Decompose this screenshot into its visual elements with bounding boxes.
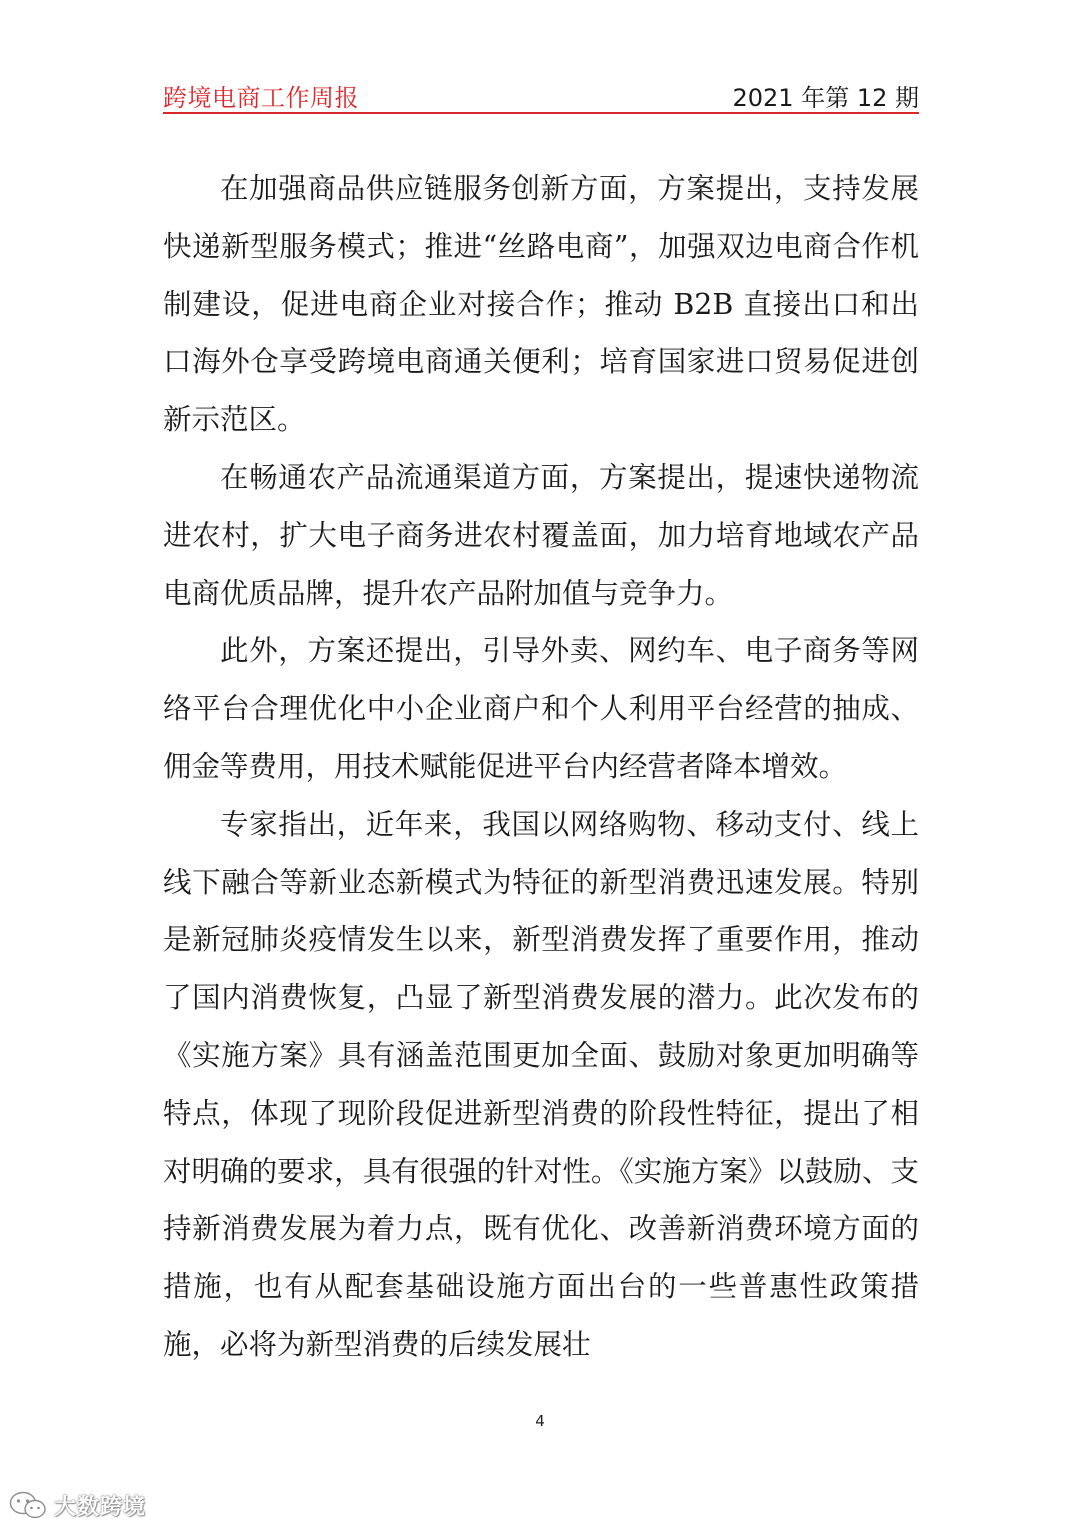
page-header xyxy=(163,74,919,114)
article-body xyxy=(163,160,919,1374)
issue-number: 2021 年第 12 期 xyxy=(732,84,919,112)
header-divider xyxy=(163,112,919,114)
watermark-text: 大数跨境 xyxy=(54,1494,147,1520)
paragraph-supply-chain: 在加强商品供应链服务创新方面，方案提出，支持发展快递新型服务模式；推进“丝路电商”，加强双边电商合作机制建设，促进电商企业对接合作；推动 B2B 直接出口和出口海外仓享受跨境电商通关便利；培育国家进口贸易促进创新示范区。 xyxy=(163,172,919,437)
paragraph-expert-opinion: 专家指出，近年来，我国以网络购物、移动支付、线上线下融合等新业态新模式为特征的新型消费迅速发展。特别是新冠肺炎疫情发生以来，新型消费发挥了重要作用，推动了国内消费恢复，凸显了新型消费发展的潜力。此次发布的《实施方案》具有涵盖范围更加全面、鼓励对象更加明确等特点，体现了现阶段促进新型消费的阶段性特征，提出了相对明确的要求，具有很强的针对性。《实施方案》以鼓励、支持新消费发展为着力点，既有优化、改善新消费环境方面的措施，也有从配套基础设施方面出台的一些普惠性政策措施，必将为新型消费的后续发展壮 xyxy=(163,807,919,1361)
page-number: 4 xyxy=(535,1412,545,1430)
paragraph-platform-fees: 此外，方案还提出，引导外卖、网约车、电子商务等网络平台合理优化中小企业商户和个人利用平台经营的抽成、佣金等费用，用技术赋能促进平台内经营者降本增效。 xyxy=(163,634,919,783)
wechat-logo-icon xyxy=(8,1490,48,1520)
source-watermark xyxy=(8,1488,146,1522)
report-title: 跨境电商工作周报 xyxy=(163,84,359,112)
paragraph-agriculture: 在畅通农产品流通渠道方面，方案提出，提速快递物流进农村，扩大电子商务进农村覆盖面，加力培育地域农产品电商优质品牌，提升农产品附加值与竞争力。 xyxy=(163,460,919,610)
